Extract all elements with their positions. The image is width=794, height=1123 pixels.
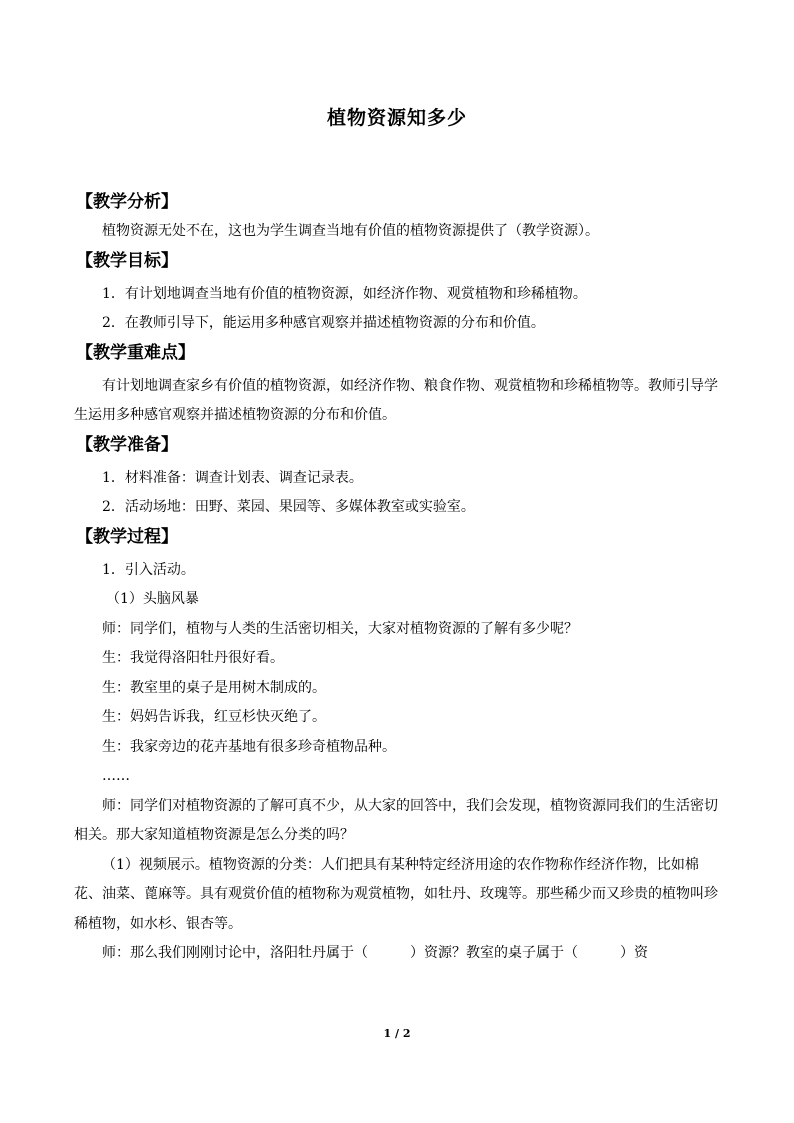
section-heading-key-points: 【教学重难点】 (76, 342, 195, 363)
document-title: 植物资源知多少 (326, 107, 467, 129)
dialogue-line: 生：我觉得洛阳牡丹很好看。 (102, 650, 284, 666)
document-body (74, 188, 724, 969)
preparation-item: 1．材料准备：调查计划表、调查记录表。 (102, 469, 363, 486)
process-paragraph: 师：那么我们刚刚讨论中，洛阳牡丹属于（ ）资源？教室的桌子属于（ ）资 (102, 945, 648, 961)
section-heading-analysis: 【教学分析】 (76, 192, 178, 212)
goal-item: 2．在教师引导下，能运用多种感官观察并描述植物资源的分布和价值。 (102, 315, 545, 331)
section-heading-preparation: 【教学准备】 (76, 434, 178, 455)
dialogue-line: 师：同学们，植物与人类的生活密切相关，大家对植物资源的了解有多少呢？ (102, 620, 578, 637)
dialogue-line: 生：妈妈告诉我，红豆杉快灭绝了。 (102, 709, 326, 725)
ellipsis-line: …… (102, 768, 130, 784)
key-points-paragraph: 有计划地调查家乡有价值的植物资源，如经济作物、粮食作物、观赏植物和珍稀植物等。教师引导学生运用多种感官观察并描述植物资源的分布和价值。 (74, 377, 718, 423)
analysis-paragraph: 植物资源无处不在，这也为学生调查当地有价值的植物资源提供了（教学资源）。 (102, 223, 599, 239)
page-number: 1 / 2 (383, 1027, 411, 1040)
process-line: 1．引入活动。 (102, 561, 195, 578)
dialogue-line: 生：我家旁边的花卉基地有很多珍奇植物品种。 (102, 738, 396, 755)
dialogue-line: 生：教室里的桌子是用树木制成的。 (102, 679, 326, 696)
process-paragraph: （1）视频展示。植物资源的分类：人们把具有某种特定经济用途的农作物称作经济作物，比如棉花、油菜、蓖麻等。具有观赏价值的植物称为观赏植物，如牡丹、玫瑰等。那些稀少而又珍贵的植物叫珍稀植物，如水杉、银杏等。 (74, 856, 718, 932)
process-line: （1）头脑风暴 (106, 591, 199, 607)
process-paragraph: 师：同学们对植物资源的了解可真不少，从大家的回答中，我们会发现，植物资源同我们的生活密切相关。那大家知道植物资源是怎么分类的吗？ (74, 797, 718, 843)
section-heading-process: 【教学过程】 (76, 526, 178, 547)
preparation-item: 2．活动场地：田野、菜园、果园等、多媒体教室或实验室。 (102, 499, 475, 515)
goal-item: 1．有计划地调查当地有价值的植物资源，如经济作物、观赏植物和珍稀植物。 (102, 285, 587, 302)
section-heading-goals: 【教学目标】 (76, 250, 178, 271)
